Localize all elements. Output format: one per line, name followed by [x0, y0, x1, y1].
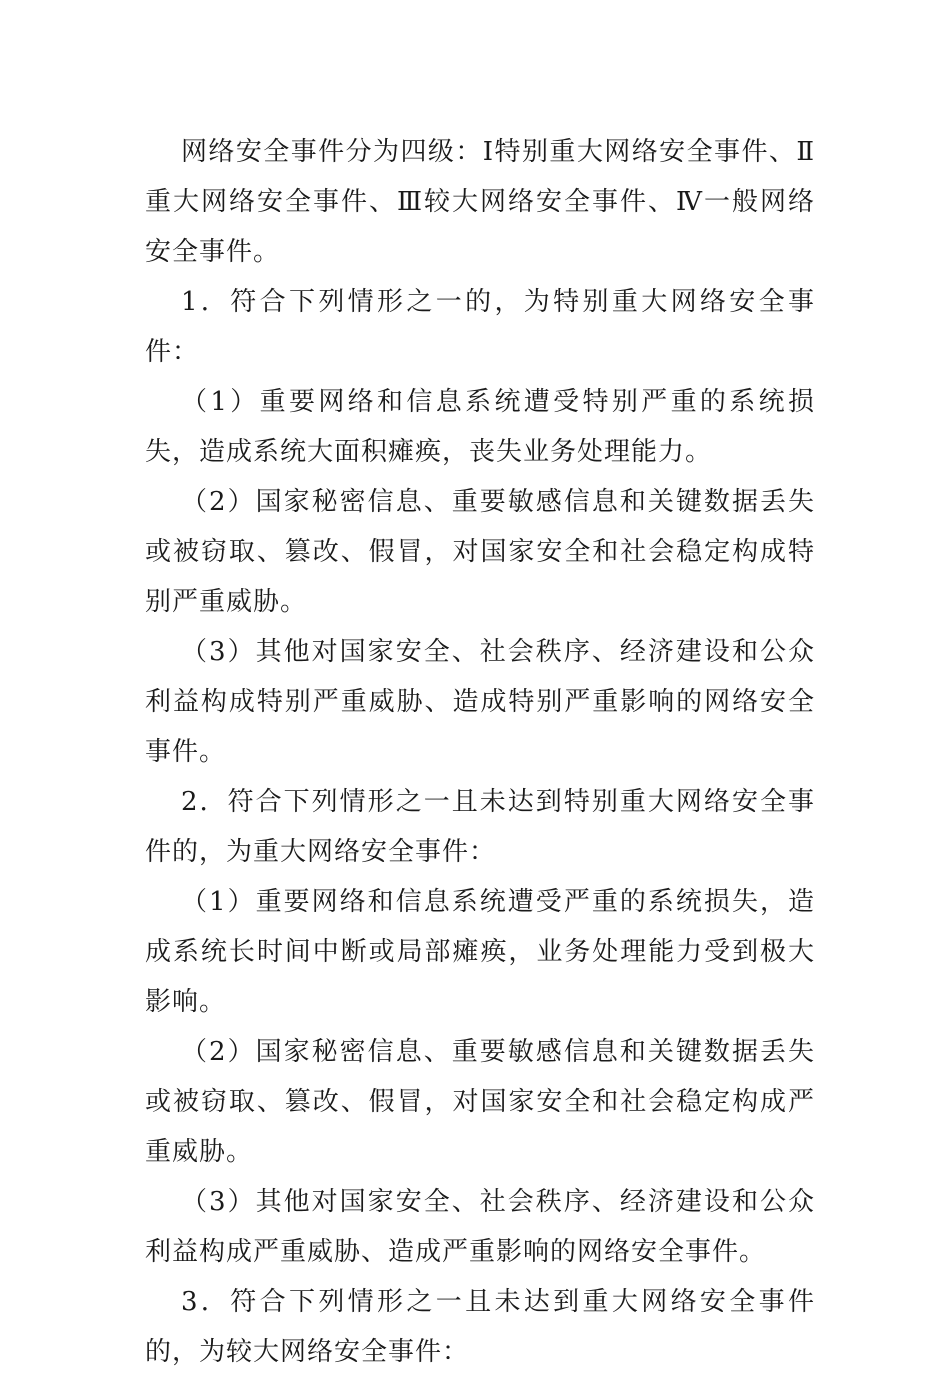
paragraph-level-1-heading: 1．符合下列情形之一的，为特别重大网络安全事件： — [145, 287, 815, 367]
paragraph-level-1-item-2: （2）国家秘密信息、重要敏感信息和关键数据丢失或被窃取、篡改、假冒，对国家安全和社会稳定构成特别严重威胁。 — [145, 487, 815, 617]
paragraph-level-2-item-3: （3）其他对国家安全、社会秩序、经济建设和公众利益构成严重威胁、造成严重影响的网络安全事件。 — [145, 1187, 815, 1267]
paragraph-level-3-heading: 3．符合下列情形之一且未达到重大网络安全事件的，为较大网络安全事件： — [145, 1287, 815, 1367]
paragraph-level-2-item-2: （2）国家秘密信息、重要敏感信息和关键数据丢失或被窃取、篡改、假冒，对国家安全和社会稳定构成严重威胁。 — [145, 1037, 815, 1167]
paragraph-level-2-item-1: （1）重要网络和信息系统遭受严重的系统损失，造成系统长时间中断或局部瘫痪，业务处理能力受到极大影响。 — [145, 887, 815, 1017]
paragraph-level-2-heading: 2．符合下列情形之一且未达到特别重大网络安全事件的，为重大网络安全事件： — [145, 787, 815, 867]
paragraph-level-1-item-3: （3）其他对国家安全、社会秩序、经济建设和公众利益构成特别严重威胁、造成特别严重影响的网络安全事件。 — [145, 637, 815, 767]
paragraph-event-levels: 网络安全事件分为四级：Ⅰ特别重大网络安全事件、Ⅱ重大网络安全事件、Ⅲ较大网络安全事件、Ⅳ一般网络安全事件。 — [145, 137, 815, 267]
paragraph-level-1-item-1: （1）重要网络和信息系统遭受特别严重的系统损失，造成系统大面积瘫痪，丧失业务处理能力。 — [145, 387, 815, 467]
document-body — [145, 127, 815, 1377]
